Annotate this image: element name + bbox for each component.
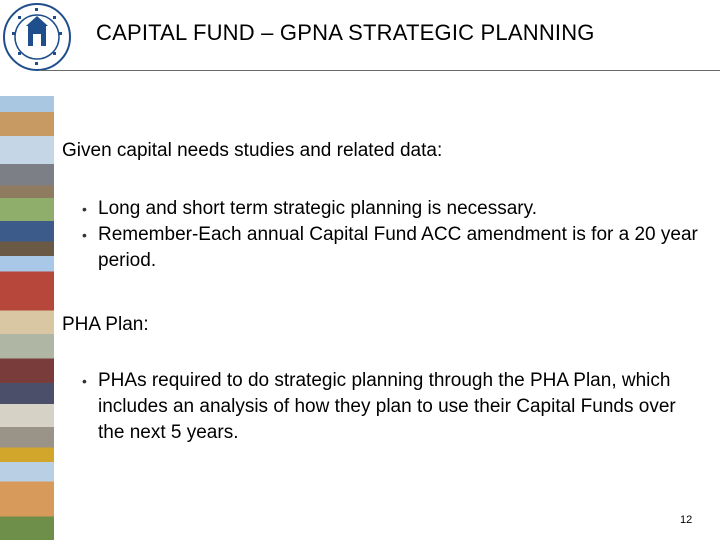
bullet-item — [62, 222, 702, 274]
group-photo — [0, 334, 54, 404]
bullet-icon: • — [82, 201, 87, 217]
bullet-icon: • — [82, 373, 87, 389]
apartment-building-photo — [0, 256, 54, 334]
bullet-text: Long and short term strategic planning is necessary. — [98, 198, 537, 219]
townhouse-photo — [0, 462, 54, 540]
slide-title: CAPITAL FUND – GPNA STRATEGIC PLANNING — [96, 20, 595, 45]
bullet-list — [62, 196, 702, 274]
bullet-item — [62, 368, 702, 446]
bullet-icon: • — [82, 227, 87, 243]
city-skyline-photo — [0, 136, 54, 198]
photo-strip — [0, 96, 54, 540]
residents-photo — [0, 198, 54, 256]
bullet-text: Remember-Each annual Capital Fund ACC amendment is for a 20 year period. — [98, 224, 698, 271]
section-heading: Given capital needs studies and related data: — [62, 140, 443, 161]
bullet-text: PHAs required to do strategic planning through the PHA Plan, which includes an analysis of how they plan to use their Capital Funds over the next 5 years. — [98, 370, 676, 443]
title-divider — [40, 70, 720, 71]
page-number: 12 — [680, 514, 693, 526]
bullet-list — [62, 368, 702, 446]
section-heading: PHA Plan: — [62, 314, 149, 335]
bullet-item — [62, 196, 702, 222]
building-photo — [0, 96, 54, 136]
hud-seal-icon — [2, 2, 72, 72]
demolition-photo — [0, 404, 54, 462]
